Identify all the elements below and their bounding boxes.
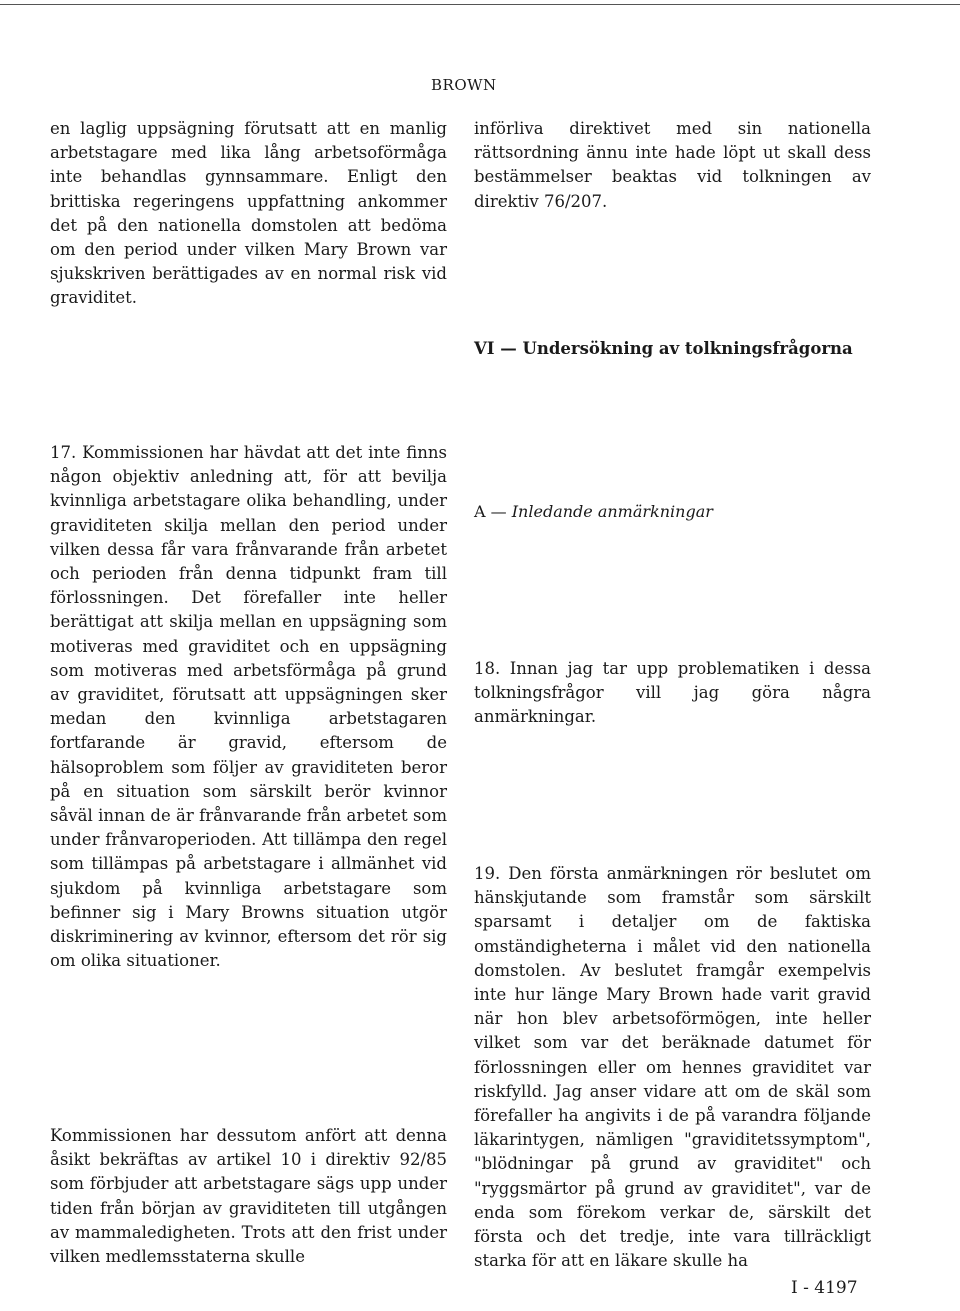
subsection-heading — [474, 502, 713, 521]
running-head: BROWN — [431, 76, 497, 94]
paragraph-text: 18. Innan jag tar upp problematiken i dessa tolkningsfrågor vill jag göra några anmärkningar. — [474, 659, 871, 727]
paragraph-17 — [50, 441, 447, 973]
paragraph-18 — [474, 657, 871, 730]
subsection-prefix: A — — [474, 502, 507, 521]
page-number: I - 4197 — [791, 1278, 858, 1298]
section-heading: VI — Undersökning av tolkningsfrågorna — [474, 339, 853, 358]
left-paragraph-commission — [50, 1124, 447, 1269]
paragraph-text: en laglig uppsägning förutsatt att en manlig arbetstagare med lika lång arbetsoförmåga inte behandlas gynnsammare. Enligt den brittiska regeringens uppfattning ankommer det på den nationella domstolen att bedöma om den period under vilken Mary Brown var sjukskriven berättigades av en normal risk vid graviditet. — [50, 119, 447, 308]
paragraph-19 — [474, 862, 871, 1273]
paragraph-text: 19. Den första anmärkningen rör beslutet om hänskjutande som framstår som särskilt sparsamt i detaljer om de faktiska omständigheterna i målet vid den nationella domstolen. Av beslutet framgår exempelvis inte hur länge Mary Brown hade varit gravid när hon blev arbetsoförmögen, inte heller vilket som var det beräknade datumet för förlossningen eller om hennes graviditet var riskfylld. Jag anser vidare att om de skäl som förefaller ha angivits i de på varandra följande läkarintygen, nämligen "graviditetssymptom", "blödningar på grund av graviditet" och "ryggsmärtor på grund av graviditet", var de enda som förekom verkar de, särskilt det första och det tredje, inte vara tillräckligt starka för att en läkare skulle ha — [474, 864, 871, 1271]
subsection-title: Inledande anmärkningar — [511, 502, 713, 521]
right-paragraph-continuation — [474, 117, 871, 214]
paragraph-text: Kommissionen har dessutom anfört att denna åsikt bekräftas av artikel 10 i direktiv 92/85 som förbjuder att arbetstagare sägs upp under tiden från början av graviditeten till utgången av mammaledigheten. Trots att den frist under vilken medlemsstaterna skulle — [50, 1126, 447, 1267]
top-rule — [0, 4, 960, 5]
paragraph-text: införliva direktivet med sin nationella rättsordning ännu inte hade löpt ut skall dess bestämmelser beaktas vid tolkningen av direktiv 76/207. — [474, 119, 871, 211]
paragraph-text: 17. Kommissionen har hävdat att det inte finns någon objektiv anledning att, för att bevilja kvinnliga arbetstagare olika behandling, under graviditeten skilja mellan den period under vilken dessa får vara frånvarande från arbetet och perioden från denna tidpunkt fram till förlossningen. Det förefaller inte heller berättigat att skilja mellan en uppsägning som motiveras med graviditet och en uppsägning som motiveras med arbetsförmåga på grund av graviditet, förutsatt att uppsägningen sker medan den kvinnliga arbetstagaren fortfarande är gravid, eftersom de hälsoproblem som följer av graviditeten beror på en situation som särskilt berör kvinnor såväl innan de är frånvarande från arbetet som under frånvaroperioden. Att tillämpa den regel som tillämpas på arbetstagare i allmänhet vid sjukdom på kvinnliga arbetstagare som befinner sig i Mary Browns situation utgör diskriminering av kvinnor, eftersom det rör sig om olika situationer. — [50, 443, 447, 971]
left-paragraph-continuation — [50, 117, 447, 311]
